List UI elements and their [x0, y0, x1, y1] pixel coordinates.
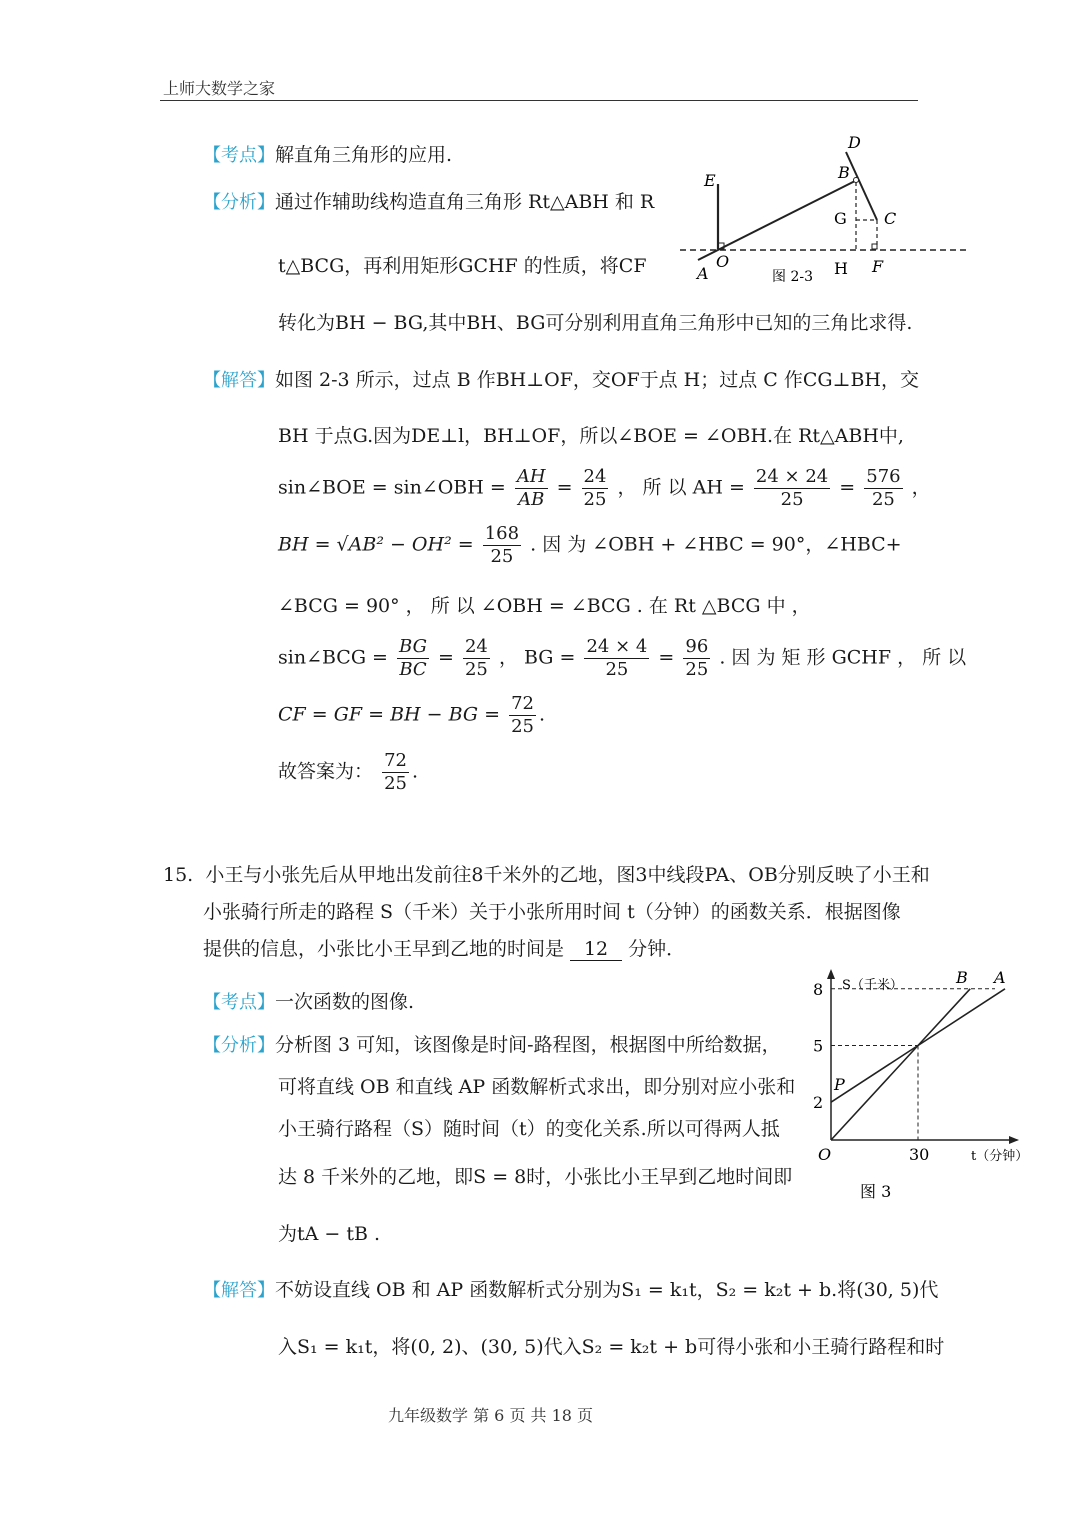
frac-24-25: $\frac{24}{25}$: [583, 466, 607, 510]
q15-stem-line1: [163, 860, 930, 887]
line4-a: BH = √AB² − OH² =: [278, 533, 474, 556]
y-tick-label-5: 5: [813, 1036, 824, 1056]
page-footer: 九年级数学 第 6 页 共 18 页: [388, 1406, 594, 1425]
q15-fenxi-line2: 可将直线 OB 和直线 AP 函数解析式求出，即分别对应小张和: [278, 1076, 796, 1098]
jieda-line2: BH 于点G.因为DE⊥l，BH⊥OF，所以∠BOE = ∠OBH.在 Rt△ABH中,: [278, 425, 904, 447]
q15-kaodian-tag: 【考点】: [203, 992, 275, 1013]
jieda-tag: 【解答】: [203, 370, 275, 391]
line4-b: . 因 为 ∠OBH + ∠HBC = 90°，∠HBC+: [530, 533, 902, 556]
q15-kaodian-text: 一次函数的图像.: [275, 991, 415, 1013]
answer-blank: 12: [570, 938, 622, 961]
answer-label: 故答案为：: [278, 760, 374, 783]
series-line-OB: [831, 989, 970, 1140]
jieda-line4: [278, 523, 902, 568]
label-F: F: [872, 257, 884, 276]
y-axis-label: S（千米）: [842, 978, 903, 993]
jieda-line3: sin∠BOE = sin∠OBH = $\frac{AH}{AB}$ = $\frac{24}{25}$ ， 所 以 AH = $\frac{24 \times 24}{25}$ = $\frac{576}{25}$ ，: [278, 466, 931, 510]
q15-number: 15.: [163, 864, 194, 886]
jieda-line5: ∠BCG = 90° ， 所 以 ∠OBH = ∠BCG . 在 Rt △BCG 中 ，: [278, 595, 811, 617]
q15-fenxi: [203, 1030, 781, 1057]
frac-168-25: $\frac{168}{25}$: [484, 523, 520, 567]
line6-a: sin∠BCG =: [278, 646, 388, 669]
label-G: G: [834, 209, 847, 228]
fenxi-line2: t△BCG，再利用矩形GCHF 的性质，将CF: [278, 255, 647, 277]
line7-b: .: [539, 703, 546, 726]
label-E: E: [704, 171, 716, 190]
q14-jieda: [203, 365, 919, 392]
line3-b: ， 所 以 AH =: [617, 476, 745, 499]
q15-stem3-b: 分钟．: [628, 938, 686, 960]
jieda-line7: [278, 693, 545, 738]
right-angle-mark-F: [872, 244, 877, 249]
jieda-line6: sin∠BCG = $\frac{BG}{BC}$ = $\frac{24}{25}$ ， BG = $\frac{24 \times 4}{25}$ = $\frac{96}{25}$ . 因 为 矩 形 GCHF ， 所 以: [278, 636, 967, 680]
line-DC: [846, 152, 877, 220]
x-axis-label: t（分钟）: [971, 1149, 1029, 1164]
q15-stem3-a: 提供的信息，小张比小王早到乙地的时间是: [203, 938, 565, 960]
q14-kaodian: [203, 140, 452, 167]
line6-b: ， BG =: [498, 646, 576, 669]
line3-a: sin∠BOE = sin∠OBH =: [278, 476, 506, 499]
label-B: B: [956, 967, 968, 987]
line6-c: . 因 为 矩 形 GCHF ， 所 以: [719, 646, 967, 669]
label-C: C: [884, 209, 897, 228]
x-tick-label-30: 30: [909, 1145, 930, 1164]
jieda-line1: 如图 2-3 所示，过点 B 作BH⊥OF，交OF于点 H；过点 C 作CG⊥BH，交: [275, 369, 919, 391]
q15-jieda-tag: 【解答】: [203, 1280, 275, 1301]
q15-stem2: 小张骑行所走的路程 S（千米）关于小张所用时间 t（分钟）的函数关系．根据图像: [203, 901, 901, 923]
frac-96-25: $\frac{96}{25}$: [685, 636, 709, 680]
answer-period: .: [411, 760, 419, 783]
frac-BG-BC: $\frac{BG}{BC}$: [399, 636, 427, 680]
q15-kaodian: [203, 987, 414, 1014]
q14-answer: [278, 750, 418, 795]
label-A: A: [697, 264, 709, 283]
q15-fenxi-line1: 分析图 3 可知，该图像是时间-路程图，根据图中所给数据，: [275, 1034, 781, 1056]
origin-label: O: [818, 1145, 832, 1164]
series-line-PA: [831, 989, 1005, 1102]
q15-fenxi-line4: 达 8 千米外的乙地，即S = 8时，小张比小王早到乙地时间即: [278, 1166, 793, 1188]
frac-24-25-b: $\frac{24}{25}$: [464, 636, 488, 680]
frac-24x4-25: $\frac{24 \times 4}{25}$: [586, 636, 648, 680]
q15-jieda-line1: 不妨设直线 OB 和 AP 函数解析式分别为S₁ = k₁t，S₂ = k₂t + b.将(30, 5)代: [275, 1279, 939, 1301]
header-divider: [160, 100, 918, 101]
kaodian-tag: 【考点】: [203, 145, 275, 166]
point-B: [854, 178, 859, 183]
line7-a: CF = GF = BH − BG =: [278, 703, 501, 726]
q15-stem-line3: [203, 934, 685, 961]
fenxi-line3: 转化为BH − BG,其中BH、BG可分别利用直角三角形中已知的三角比求得.: [278, 312, 913, 334]
label-A: A: [994, 967, 1006, 987]
fenxi-line1: 通过作辅助线构造直角三角形 Rt△ABH 和 R: [275, 191, 655, 213]
label-H: H: [834, 259, 848, 278]
label-P: P: [834, 1075, 845, 1095]
figure-caption: 图 2-3: [772, 269, 813, 285]
q15-fenxi-tag: 【分析】: [203, 1035, 275, 1056]
kaodian-text: 解直角三角形的应用.: [275, 144, 453, 166]
x-axis-arrow: [1009, 1136, 1019, 1144]
figure-caption: 图 3: [860, 1182, 892, 1201]
y-tick-label-8: 8: [813, 979, 824, 999]
answer-frac: $\frac{72}{25}$: [384, 750, 407, 794]
frac-576-25: $\frac{576}{25}$: [866, 466, 901, 510]
frac-24x24-25: $\frac{24 \times 24}{25}$: [755, 466, 829, 510]
q15-stem1: 小王与小张先后从甲地出发前往8千米外的乙地，图3中线段PA、OB分别反映了小王和: [205, 864, 930, 886]
y-tick-label-2: 2: [813, 1093, 824, 1113]
label-O: O: [716, 252, 730, 271]
figure-2-3: [676, 130, 976, 290]
line3-c: ，: [911, 476, 931, 499]
page-header-title: 上师大数学之家: [163, 79, 276, 98]
figure-3-chart: [800, 965, 1045, 1210]
fenxi-tag: 【分析】: [203, 192, 275, 213]
q15-jieda: [203, 1275, 938, 1302]
label-D: D: [848, 133, 861, 152]
q15-fenxi-line5: 为tA − tB .: [278, 1223, 381, 1245]
label-B: B: [838, 163, 850, 182]
y-axis-arrow: [827, 969, 835, 979]
q15-fenxi-line3: 小王骑行路程（S）随时间（t）的变化关系.所以可得两人抵: [278, 1118, 780, 1140]
frac-72-25: $\frac{72}{25}$: [511, 693, 535, 737]
q14-fenxi: [203, 187, 654, 214]
q15-jieda-line2: 入S₁ = k₁t，将(0, 2)、(30, 5)代入S₂ = k₂t + b可得小张和小王骑行路程和时: [278, 1336, 945, 1358]
frac-AH-AB: $\frac{AH}{AB}$: [516, 466, 546, 510]
